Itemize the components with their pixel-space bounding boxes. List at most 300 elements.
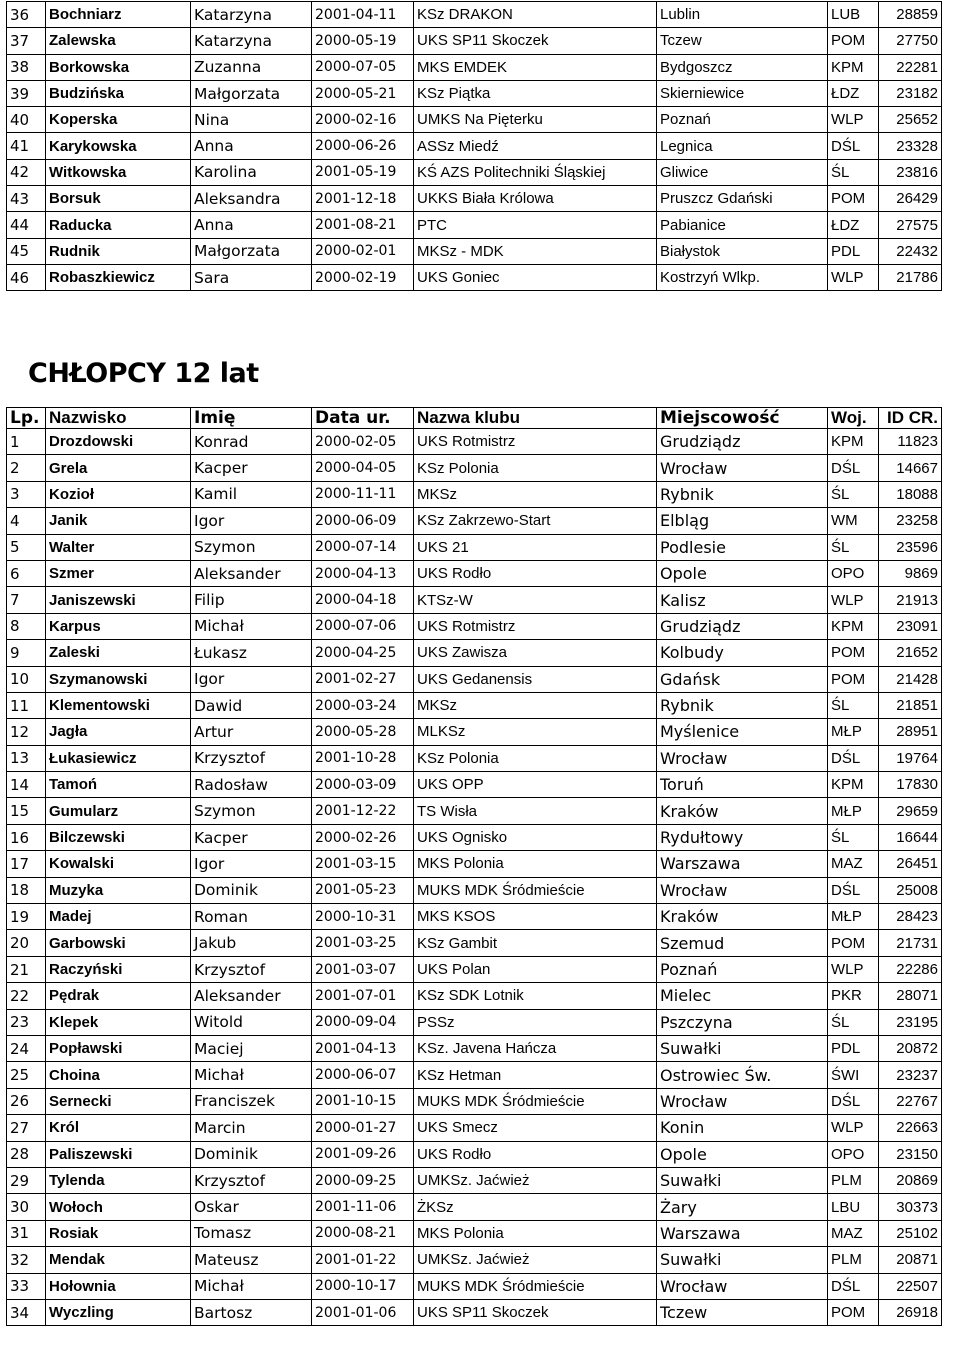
cell-birth-date: 2001-09-26 [312, 1141, 414, 1167]
cell-surname: Kozioł [46, 481, 191, 507]
cell-club: UKS Rodło [414, 1141, 657, 1167]
table-row [7, 264, 942, 290]
cell-city: Kraków [657, 904, 828, 930]
cell-surname: Raducka [46, 212, 191, 238]
table-row [7, 238, 942, 264]
cell-surname: Łukasiewicz [46, 745, 191, 771]
cell-surname: Madej [46, 904, 191, 930]
cell-first-name: Dominik [191, 1141, 312, 1167]
cell-club: UMKSz. Jaćwież [414, 1247, 657, 1273]
cell-club: MKS Polonia [414, 1220, 657, 1246]
cell-first-name: Radosław [191, 772, 312, 798]
cell-surname: Gumularz [46, 798, 191, 824]
cell-city: Suwałki [657, 1167, 828, 1193]
cell-surname: Kowalski [46, 851, 191, 877]
cell-voivodeship: POM [828, 666, 879, 692]
cell-lp: 46 [7, 264, 46, 290]
table-row [7, 1220, 942, 1246]
cell-lp: 36 [7, 2, 46, 28]
cell-city: Opole [657, 560, 828, 586]
cell-club: UKS Rotmistrz [414, 613, 657, 639]
cell-city: Kostrzyń Wlkp. [657, 264, 828, 290]
cell-surname: Szmer [46, 560, 191, 586]
cell-first-name: Jakub [191, 930, 312, 956]
cell-city: Warszawa [657, 1220, 828, 1246]
cell-city: Toruń [657, 772, 828, 798]
cell-surname: Koperska [46, 107, 191, 133]
cell-city: Warszawa [657, 851, 828, 877]
cell-city: Skierniewice [657, 80, 828, 106]
cell-club: UKS SP11 Skoczek [414, 1299, 657, 1325]
cell-birth-date: 2000-07-06 [312, 613, 414, 639]
cell-first-name: Anna [191, 133, 312, 159]
cell-id: 23816 [879, 159, 942, 185]
cell-club: KSz. Javena Hańcza [414, 1035, 657, 1061]
cell-id: 9869 [879, 560, 942, 586]
cell-id: 22767 [879, 1088, 942, 1114]
cell-birth-date: 2000-02-05 [312, 429, 414, 455]
cell-club: KSz Gambit [414, 930, 657, 956]
cell-surname: Robaszkiewicz [46, 264, 191, 290]
cell-lp: 4 [7, 508, 46, 534]
cell-first-name: Krzysztof [191, 956, 312, 982]
cell-birth-date: 2000-06-07 [312, 1062, 414, 1088]
table-row [7, 587, 942, 613]
cell-voivodeship: LBU [828, 1194, 879, 1220]
cell-city: Grudziądz [657, 429, 828, 455]
cell-surname: Tamoń [46, 772, 191, 798]
cell-voivodeship: KPM [828, 613, 879, 639]
cell-first-name: Katarzyna [191, 2, 312, 28]
cell-id: 28951 [879, 719, 942, 745]
table-row [7, 455, 942, 481]
cell-lp: 20 [7, 930, 46, 956]
cell-id: 20872 [879, 1035, 942, 1061]
table-row [7, 159, 942, 185]
cell-birth-date: 2001-03-07 [312, 956, 414, 982]
cell-birth-date: 2001-07-01 [312, 983, 414, 1009]
cell-birth-date: 2001-11-06 [312, 1194, 414, 1220]
cell-city: Wrocław [657, 1088, 828, 1114]
cell-first-name: Kamil [191, 481, 312, 507]
cell-club: MUKS MDK Śródmieście [414, 877, 657, 903]
cell-club: TS Wisła [414, 798, 657, 824]
cell-id: 23182 [879, 80, 942, 106]
table-row [7, 186, 942, 212]
cell-city: Ostrowiec Św. [657, 1062, 828, 1088]
cell-surname: Mendak [46, 1247, 191, 1273]
cell-city: Suwałki [657, 1247, 828, 1273]
cell-id: 28859 [879, 2, 942, 28]
table-row [7, 1194, 942, 1220]
cell-club: UKS Rotmistrz [414, 429, 657, 455]
cell-voivodeship: KPM [828, 429, 879, 455]
cell-city: Rybnik [657, 692, 828, 718]
cell-birth-date: 2001-12-18 [312, 186, 414, 212]
cell-club: KTSz-W [414, 587, 657, 613]
cell-voivodeship: WLP [828, 956, 879, 982]
cell-club: MUKS MDK Śródmieście [414, 1273, 657, 1299]
table-row [7, 719, 942, 745]
cell-id: 28423 [879, 904, 942, 930]
cell-lp: 12 [7, 719, 46, 745]
cell-birth-date: 2000-02-19 [312, 264, 414, 290]
cell-lp: 33 [7, 1273, 46, 1299]
cell-voivodeship: LUB [828, 2, 879, 28]
table-row [7, 481, 942, 507]
cell-lp: 15 [7, 798, 46, 824]
cell-club: MLKSz [414, 719, 657, 745]
table-row [7, 560, 942, 586]
header-surname: Nazwisko [46, 408, 191, 429]
table-row [7, 745, 942, 771]
cell-surname: Choina [46, 1062, 191, 1088]
cell-city: Pabianice [657, 212, 828, 238]
cell-club: KSz Hetman [414, 1062, 657, 1088]
cell-club: UKS Ognisko [414, 824, 657, 850]
cell-birth-date: 2000-05-28 [312, 719, 414, 745]
table-row [7, 798, 942, 824]
cell-birth-date: 2001-08-21 [312, 212, 414, 238]
table-row [7, 508, 942, 534]
cell-first-name: Michał [191, 1062, 312, 1088]
cell-birth-date: 2000-11-11 [312, 481, 414, 507]
cell-lp: 13 [7, 745, 46, 771]
cell-birth-date: 2000-09-25 [312, 1167, 414, 1193]
cell-birth-date: 2001-10-15 [312, 1088, 414, 1114]
cell-surname: Szymanowski [46, 666, 191, 692]
cell-city: Bydgoszcz [657, 54, 828, 80]
cell-id: 18088 [879, 481, 942, 507]
cell-city: Kolbudy [657, 640, 828, 666]
cell-surname: Raczyński [46, 956, 191, 982]
cell-voivodeship: PLM [828, 1247, 879, 1273]
cell-voivodeship: ŚL [828, 159, 879, 185]
cell-lp: 9 [7, 640, 46, 666]
cell-city: Gdańsk [657, 666, 828, 692]
cell-birth-date: 2001-05-19 [312, 159, 414, 185]
cell-id: 27750 [879, 28, 942, 54]
cell-lp: 8 [7, 613, 46, 639]
cell-club: KSz DRAKON [414, 2, 657, 28]
cell-city: Rydułtowy [657, 824, 828, 850]
cell-lp: 27 [7, 1115, 46, 1141]
cell-id: 21786 [879, 264, 942, 290]
table-row [7, 877, 942, 903]
cell-first-name: Franciszek [191, 1088, 312, 1114]
cell-voivodeship: POM [828, 1299, 879, 1325]
cell-surname: Witkowska [46, 159, 191, 185]
cell-surname: Muzyka [46, 877, 191, 903]
cell-club: UMKS Na Pięterku [414, 107, 657, 133]
cell-city: Wrocław [657, 877, 828, 903]
table-row [7, 1141, 942, 1167]
cell-voivodeship: PLM [828, 1167, 879, 1193]
cell-id: 25652 [879, 107, 942, 133]
cell-first-name: Artur [191, 719, 312, 745]
cell-voivodeship: DŚL [828, 133, 879, 159]
cell-surname: Karykowska [46, 133, 191, 159]
cell-first-name: Konrad [191, 429, 312, 455]
cell-city: Grudziądz [657, 613, 828, 639]
cell-id: 22432 [879, 238, 942, 264]
cell-birth-date: 2000-08-21 [312, 1220, 414, 1246]
cell-id: 20869 [879, 1167, 942, 1193]
cell-lp: 37 [7, 28, 46, 54]
cell-club: MKS KSOS [414, 904, 657, 930]
cell-id: 14667 [879, 455, 942, 481]
cell-first-name: Krzysztof [191, 1167, 312, 1193]
cell-id: 26429 [879, 186, 942, 212]
cell-lp: 3 [7, 481, 46, 507]
cell-id: 27575 [879, 212, 942, 238]
cell-city: Mielec [657, 983, 828, 1009]
table-row [7, 28, 942, 54]
cell-lp: 40 [7, 107, 46, 133]
cell-lp: 43 [7, 186, 46, 212]
cell-city: Suwałki [657, 1035, 828, 1061]
cell-id: 26918 [879, 1299, 942, 1325]
table-row [7, 772, 942, 798]
cell-voivodeship: DŚL [828, 1273, 879, 1299]
cell-first-name: Oskar [191, 1194, 312, 1220]
cell-id: 21851 [879, 692, 942, 718]
cell-first-name: Małgorzata [191, 238, 312, 264]
cell-birth-date: 2001-10-28 [312, 745, 414, 771]
table-row [7, 1247, 942, 1273]
cell-birth-date: 2000-01-27 [312, 1115, 414, 1141]
cell-voivodeship: MŁP [828, 904, 879, 930]
cell-club: MKSz [414, 692, 657, 718]
table-row [7, 640, 942, 666]
cell-city: Kalisz [657, 587, 828, 613]
header-lp: Lp. [7, 408, 46, 429]
cell-club: UKS Gedanensis [414, 666, 657, 692]
cell-voivodeship: WM [828, 508, 879, 534]
cell-id: 23328 [879, 133, 942, 159]
cell-birth-date: 2000-02-26 [312, 824, 414, 850]
cell-club: UKKS Biała Królowa [414, 186, 657, 212]
cell-city: Lublin [657, 2, 828, 28]
cell-lp: 6 [7, 560, 46, 586]
cell-id: 30373 [879, 1194, 942, 1220]
cell-first-name: Igor [191, 508, 312, 534]
cell-birth-date: 2000-02-01 [312, 238, 414, 264]
table-row [7, 1009, 942, 1035]
cell-club: PSSz [414, 1009, 657, 1035]
cell-voivodeship: KPM [828, 772, 879, 798]
cell-club: ASSz Miedź [414, 133, 657, 159]
cell-lp: 25 [7, 1062, 46, 1088]
cell-voivodeship: ŁDZ [828, 212, 879, 238]
cell-voivodeship: ŚL [828, 1009, 879, 1035]
cell-voivodeship: MAZ [828, 1220, 879, 1246]
cell-club: KSz Polonia [414, 745, 657, 771]
cell-lp: 19 [7, 904, 46, 930]
header-city: Miejscowość [657, 408, 828, 429]
cell-city: Elbląg [657, 508, 828, 534]
cell-surname: Rudnik [46, 238, 191, 264]
cell-surname: Klepek [46, 1009, 191, 1035]
cell-lp: 28 [7, 1141, 46, 1167]
cell-first-name: Kacper [191, 455, 312, 481]
header-first-name: Imię [191, 408, 312, 429]
cell-surname: Bochniarz [46, 2, 191, 28]
cell-city: Tczew [657, 1299, 828, 1325]
cell-surname: Janik [46, 508, 191, 534]
cell-city: Legnica [657, 133, 828, 159]
cell-voivodeship: KPM [828, 54, 879, 80]
cell-club: KSz Piątka [414, 80, 657, 106]
cell-first-name: Michał [191, 1273, 312, 1299]
cell-first-name: Łukasz [191, 640, 312, 666]
table-row [7, 133, 942, 159]
cell-city: Białystok [657, 238, 828, 264]
cell-club: MKSz - MDK [414, 238, 657, 264]
cell-club: UKS Rodło [414, 560, 657, 586]
cell-surname: Sernecki [46, 1088, 191, 1114]
cell-id: 23237 [879, 1062, 942, 1088]
cell-id: 21428 [879, 666, 942, 692]
cell-city: Rybnik [657, 481, 828, 507]
cell-lp: 23 [7, 1009, 46, 1035]
cell-city: Szemud [657, 930, 828, 956]
cell-voivodeship: PKR [828, 983, 879, 1009]
cell-first-name: Kacper [191, 824, 312, 850]
header-id: ID CR. [879, 408, 942, 429]
cell-first-name: Katarzyna [191, 28, 312, 54]
cell-club: UMKSz. Jaćwież [414, 1167, 657, 1193]
cell-first-name: Sara [191, 264, 312, 290]
table-row [7, 212, 942, 238]
cell-birth-date: 2000-03-24 [312, 692, 414, 718]
header-birth-date: Data ur. [312, 408, 414, 429]
cell-club: UKS SP11 Skoczek [414, 28, 657, 54]
cell-city: Wrocław [657, 745, 828, 771]
cell-city: Poznań [657, 107, 828, 133]
cell-first-name: Zuzanna [191, 54, 312, 80]
cell-club: UKS Goniec [414, 264, 657, 290]
cell-surname: Borsuk [46, 186, 191, 212]
cell-surname: Drozdowski [46, 429, 191, 455]
cell-club: UKS Polan [414, 956, 657, 982]
cell-birth-date: 2000-10-31 [312, 904, 414, 930]
cell-first-name: Aleksander [191, 560, 312, 586]
cell-voivodeship: POM [828, 930, 879, 956]
cell-club: MKS Polonia [414, 851, 657, 877]
cell-birth-date: 2001-05-23 [312, 877, 414, 903]
cell-city: Poznań [657, 956, 828, 982]
cell-surname: Garbowski [46, 930, 191, 956]
table-row [7, 107, 942, 133]
cell-id: 22281 [879, 54, 942, 80]
boys-results-table [6, 407, 942, 1326]
cell-city: Wrocław [657, 455, 828, 481]
cell-voivodeship: PDL [828, 238, 879, 264]
cell-birth-date: 2000-04-13 [312, 560, 414, 586]
cell-lp: 5 [7, 534, 46, 560]
cell-city: Wrocław [657, 1273, 828, 1299]
cell-id: 23258 [879, 508, 942, 534]
cell-id: 23091 [879, 613, 942, 639]
cell-surname: Walter [46, 534, 191, 560]
cell-lp: 17 [7, 851, 46, 877]
cell-lp: 44 [7, 212, 46, 238]
table-row [7, 2, 942, 28]
cell-lp: 2 [7, 455, 46, 481]
cell-birth-date: 2000-05-19 [312, 28, 414, 54]
cell-voivodeship: OPO [828, 1141, 879, 1167]
cell-voivodeship: OPO [828, 560, 879, 586]
cell-surname: Tylenda [46, 1167, 191, 1193]
cell-first-name: Szymon [191, 534, 312, 560]
cell-first-name: Anna [191, 212, 312, 238]
cell-first-name: Dominik [191, 877, 312, 903]
cell-city: Konin [657, 1115, 828, 1141]
boys-table-body [7, 429, 942, 1326]
girls-results-table [6, 1, 942, 291]
cell-lp: 39 [7, 80, 46, 106]
cell-first-name: Nina [191, 107, 312, 133]
cell-surname: Jagła [46, 719, 191, 745]
table-row [7, 613, 942, 639]
cell-surname: Rosiak [46, 1220, 191, 1246]
cell-surname: Hołownia [46, 1273, 191, 1299]
cell-club: KSz SDK Lotnik [414, 983, 657, 1009]
cell-birth-date: 2001-12-22 [312, 798, 414, 824]
cell-city: Gliwice [657, 159, 828, 185]
table-row [7, 824, 942, 850]
cell-first-name: Krzysztof [191, 745, 312, 771]
cell-first-name: Aleksandra [191, 186, 312, 212]
cell-club: KSz Polonia [414, 455, 657, 481]
table-row [7, 1035, 942, 1061]
cell-first-name: Karolina [191, 159, 312, 185]
cell-birth-date: 2001-03-15 [312, 851, 414, 877]
cell-id: 21731 [879, 930, 942, 956]
table-row [7, 851, 942, 877]
cell-id: 21652 [879, 640, 942, 666]
cell-city: Kraków [657, 798, 828, 824]
cell-id: 22507 [879, 1273, 942, 1299]
cell-surname: Bilczewski [46, 824, 191, 850]
cell-surname: Borkowska [46, 54, 191, 80]
cell-voivodeship: ŚWI [828, 1062, 879, 1088]
cell-surname: Klementowski [46, 692, 191, 718]
cell-city: Myślenice [657, 719, 828, 745]
cell-voivodeship: MŁP [828, 798, 879, 824]
cell-birth-date: 2001-01-06 [312, 1299, 414, 1325]
boys-table-header [7, 408, 942, 429]
cell-lp: 1 [7, 429, 46, 455]
cell-lp: 45 [7, 238, 46, 264]
cell-first-name: Michał [191, 613, 312, 639]
cell-club: KŚ AZS Politechniki Śląskiej [414, 159, 657, 185]
cell-first-name: Dawid [191, 692, 312, 718]
cell-lp: 10 [7, 666, 46, 692]
cell-club: ŻKSz [414, 1194, 657, 1220]
table-row [7, 983, 942, 1009]
cell-voivodeship: ŚL [828, 692, 879, 718]
section-title: CHŁOPCY 12 lat [28, 358, 259, 389]
cell-first-name: Igor [191, 851, 312, 877]
cell-club: PTC [414, 212, 657, 238]
cell-id: 11823 [879, 429, 942, 455]
cell-surname: Grela [46, 455, 191, 481]
cell-birth-date: 2001-04-13 [312, 1035, 414, 1061]
table-row [7, 904, 942, 930]
cell-city: Pruszcz Gdański [657, 186, 828, 212]
